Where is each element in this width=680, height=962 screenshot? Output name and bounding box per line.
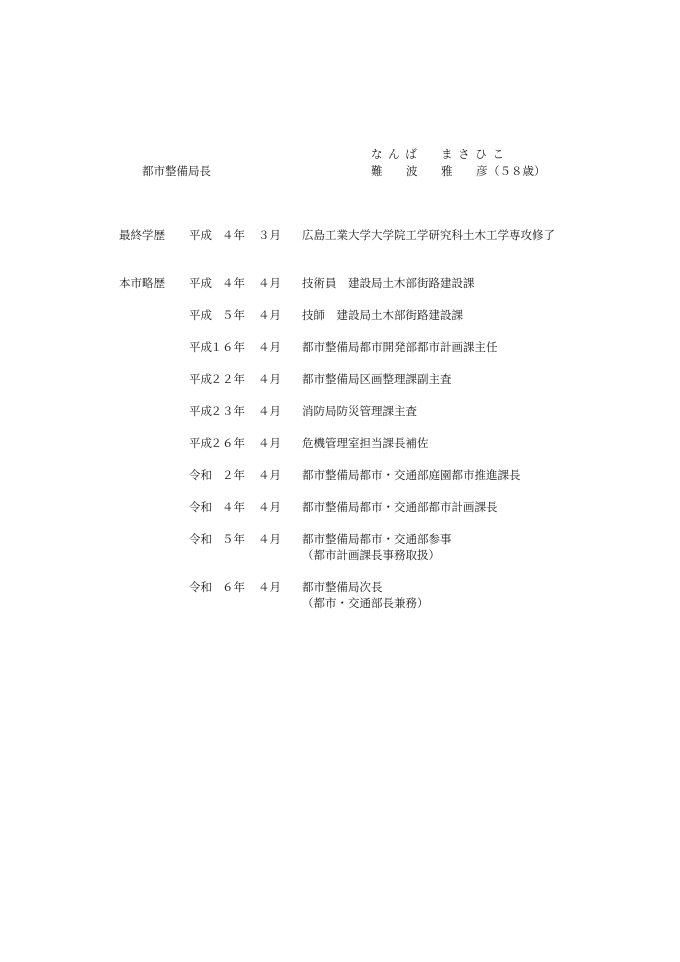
career-year: ２２年 [210,372,245,386]
career-era: 平成 [189,276,212,290]
career-month: ４月 [258,580,281,594]
career-desc: 技師 建設局土木部街路建設課 [302,308,463,322]
career-era: 令和 [189,500,212,514]
career-month: ４月 [258,468,281,482]
education-year: ４年 [222,228,245,242]
education-desc: 広島工業大学大学院工学研究科土木工学専攻修了 [302,228,555,242]
career-month: ４月 [258,532,281,546]
furigana-given: ま さ ひ こ [441,147,505,161]
career-year: ５年 [222,308,245,322]
education-era: 平成 [189,228,212,242]
name-given-char-1: 雅 [441,164,453,178]
career-desc: 都市整備局区画整理課副主査 [302,372,452,386]
career-month: ４月 [258,308,281,322]
career-year: ４年 [222,276,245,290]
career-desc: 都市整備局都市・交通部都市計画課長 [302,500,498,514]
career-desc: 都市整備局都市・交通部参事 [302,532,452,546]
name-surname-char-2: 波 [406,164,418,178]
career-desc: 技術員 建設局土木部街路建設課 [302,276,475,290]
career-era: 平成 [189,340,212,354]
position-title: 都市整備局長 [142,164,211,178]
career-era: 令和 [189,468,212,482]
career-era: 平成 [189,372,212,386]
education-month: ３月 [258,228,281,242]
career-year: ５年 [222,532,245,546]
career-year: ４年 [222,500,245,514]
career-era: 平成 [189,404,212,418]
career-era: 令和 [189,580,212,594]
career-desc: 危機管理室担当課長補佐 [302,436,429,450]
career-desc: 都市整備局都市・交通部庭園都市推進課長 [302,468,521,482]
education-label: 最終学歴 [119,228,165,242]
career-month: ４月 [258,276,281,290]
career-desc: 消防局防災管理課主査 [302,404,417,418]
career-desc: 都市整備局都市開発部都市計画課主任 [302,340,498,354]
career-year: ６年 [222,580,245,594]
career-era: 平成 [189,308,212,322]
career-month: ４月 [258,404,281,418]
career-era: 平成 [189,436,212,450]
career-era: 令和 [189,532,212,546]
career-month: ４月 [258,340,281,354]
career-year: ２３年 [210,404,245,418]
name-given-char-2: 彦 [476,164,488,178]
career-month: ４月 [258,500,281,514]
career-year: １６年 [210,340,245,354]
career-note: （都市・交通部長兼務） [302,596,429,610]
furigana-surname: な ん ば [371,147,418,161]
career-note: （都市計画課長事務取扱） [302,548,440,562]
name-surname-char-1: 難 [371,164,383,178]
career-month: ４月 [258,436,281,450]
career-label: 本市略歴 [119,276,165,290]
career-year: ２６年 [210,436,245,450]
career-year: ２年 [222,468,245,482]
age: （５８歳） [488,164,546,178]
career-desc: 都市整備局次長 [302,580,383,594]
career-month: ４月 [258,372,281,386]
